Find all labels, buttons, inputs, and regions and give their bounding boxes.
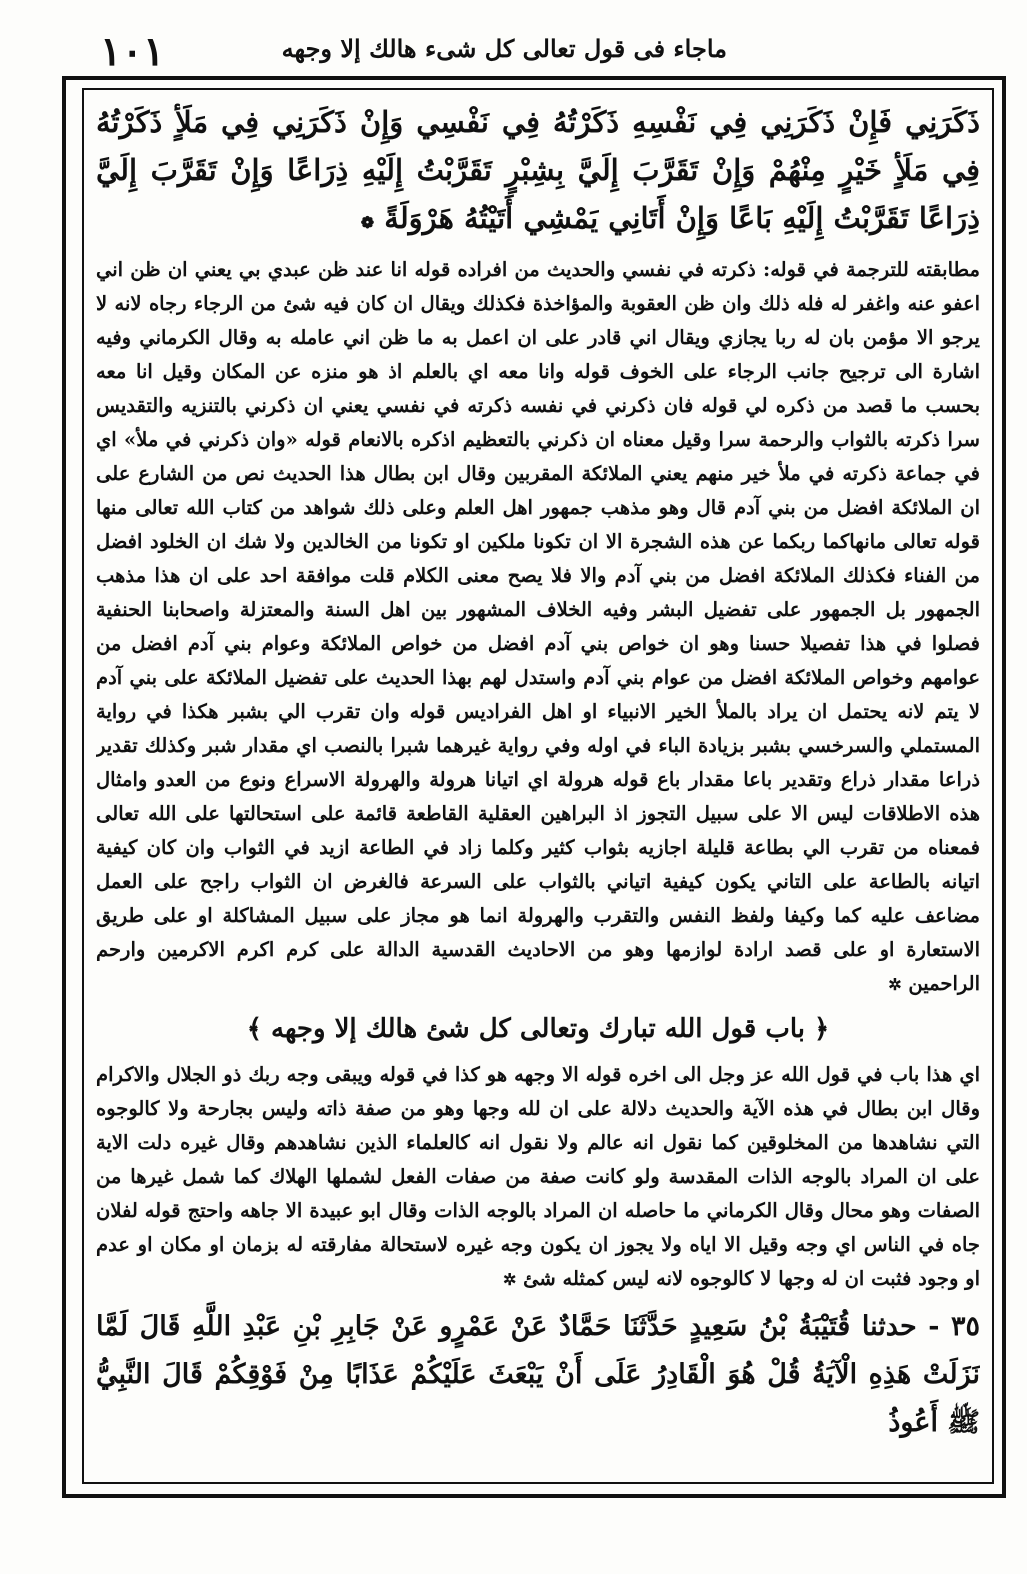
commentary-lead: مطابقته للترجمة في قوله: — [763, 258, 980, 281]
hadith-number: ٣٥ - — [928, 1311, 980, 1342]
hadith-top-content: ذَكَرَنِي فَإِنْ ذَكَرَنِي فِي نَفْسِهِ ذَكَرْتُهُ فِي نَفْسِي وَإِنْ ذَكَرَنِي فِي مَلَأٍ ذَكَرْتُهُ فِي مَلَأٍ خَيْرٍ مِنْهُمْ وَإِنْ تَقَرَّبَ إِلَيَّ بِشِبْرٍ تَقَرَّبْتُ إِلَيْهِ ذِرَاعًا وَإِنْ تَقَرَّبَ إِلَيَّ ذِرَاعًا تَقَرَّبْتُ إِلَيْهِ بَاعًا وَإِنْ أَتَانِي يَمْشِي أَتَيْتُهُ هَرْوَلَةً — [96, 105, 980, 235]
end-mark: ❁ — [360, 213, 375, 232]
commentary-paragraph-2 — [96, 1058, 980, 1297]
hadith-text-bottom — [96, 1303, 980, 1447]
running-title: ماجاء فى قول تعالى كل شىء هالك إلا وجهه — [281, 34, 727, 63]
commentary-1-text: ذكرته في نفسي والحديث من افراده قوله انا عند ظن عبدي بي يعني ان ظن اني اعفو عنه واغفر له فله ذلك وان ظن العقوبة والمؤاخذة فكذلك ويقال ان كان فيه شئ من الرجاء رجاه لانه لا يرجو الا مؤمن بان له ربا يجازي ويقال اني قادر على ان اعمل به ما ظن اني عامله به وقال الكرماني وفيه اشارة الى ترجيح جانب الرجاء على الخوف قوله وانا معه اي بالعلم اذ هو منزه عن المكان وقيل انا معه بحسب ما قصد من ذكره لي قوله فان ذكرني في نفسه ذكرته في نفسي يعني ان ذكرني بالتنزيه والتقديس سرا ذكرته بالثواب والرحمة سرا وقيل معناه ان ذكرني بالتعظيم اذكره بالانعام قوله «وان ذكرني في ملأ» اي في جماعة ذكرته في ملأ خير منهم يعني الملائكة المقربين وقال ابن بطال هذا الحديث نص من الشارع على ان الملائكة افضل من بني آدم قال وهو مذهب جمهور اهل العلم وعلى ذلك شواهد من كتاب الله تعالى منها قوله تعالى مانهاكما ربكما عن هذه الشجرة الا ان تكونا ملكين او تكونا من الخالدين ولا شك ان الخلود افضل من الفناء فكذلك الملائكة افضل من بني آدم والا فلا يصح معنى الكلام قلت موافقة احد على ان هذا مذهب الجمهور بل الجمهور على تفضيل البشر وفيه الخلاف المشهور بين اهل السنة والمعتزلة واصحابنا الحنفية فصلوا في هذا تفصيلا حسنا وهو ان خواص بني آدم افضل من خواص الملائكة وعوام بني آدم افضل من عوامهم وخواص الملائكة افضل من عوام بني آدم واستدل لهم بهذا الحديث على تفضيل الملائكة على بني آدم لا يتم لانه يحتمل ان يراد بالملأ الخير الانبياء او اهل الفراديس قوله وان تقرب الي بشبر هكذا في رواية المستملي والسرخسي بشبر بزيادة الباء في اوله وفي رواية غيرهما شبرا بالنصب اي مقدار شبر وكذلك تقدير ذراعا مقدار ذراع وتقدير باعا مقدار باع قوله هرولة اي اتيانا هرولة والهرولة الاسراع ونوع من العدو وامثال هذه الاطلاقات ليس الا على سبيل التجوز اذ البراهين العقلية القاطعة قائمة على استحالتها على الله تعالى فمعناه من تقرب الي بطاعة قليلة اجازيه بثواب كثير وكلما زاد في الطاعة ازيد في الثواب وان كان كيفية اتيانه بالطاعة على التاني يكون كيفية اتياني بالثواب على السرعة فالغرض ان الثواب راجح على العمل مضاعف عليه كما وكيفا ولفظ النفس والتقرب والهرولة انما هو مجاز على سبيل المشاكلة او على طريق الاستعارة او على قصد ارادة لوازمها وهو من الاحاديث القدسية الدالة على كرم اكرم الاكرمين وارحم الراحمين — [96, 258, 980, 995]
hadith-text-top — [96, 98, 980, 247]
page-header — [60, 28, 967, 75]
commentary-2-text: اي هذا باب في قول الله عز وجل الى اخره قوله الا وجهه هو كذا في قوله ويبقى وجه ربك ذو الجلال والاكرام وقال ابن بطال في هذه الآية والحديث دلالة على ان لله وجها وهو من صفة ذاته وليس بجارحة ولا كالوجوه التي نشاهدها من المخلوقين كما نقول انه عالم ولا نقول انه كالعلماء الذين نشاهدهم وقال غيره دلت الاية على ان المراد بالوجه الذات المقدسة ولو كانت صفة من صفات الفعل لشملها الهلاك كما شمل غيرها من الصفات وهو محال وقال الكرماني ما حاصله ان المراد بالوجه الذات وقال ابو عبيدة الا جاهه واحتج قوله لفلان جاه في الناس اي وجه وقيل الا اياه ولا يجوز ان يكون وجه غيره لاستحالة مفارقته له بزمان او مكان او عدم او وجود فثبت ان له وجها لا كالوجوه لانه ليس كمثله شئ — [96, 1063, 980, 1290]
section-title-text: باب قول الله تبارك وتعالى كل شئ هالك إلا وجهه — [271, 1014, 805, 1044]
page-body — [96, 98, 980, 1474]
section-title: ﴿ باب قول الله تبارك وتعالى كل شئ هالك إلا وجهه ﴾ — [246, 1014, 830, 1044]
commentary-paragraph-1 — [96, 253, 980, 1002]
end-mark: ✲ — [888, 975, 902, 994]
page-number: ١٠١ — [100, 28, 165, 75]
end-mark: ✲ — [502, 1270, 517, 1289]
hadith-bottom-text: حدثنا قُتَيْبَةُ بْنُ سَعِيدٍ حَدَّثَنَا حَمَّادٌ عَنْ عَمْرٍو عَنْ جَابِرِ بْنِ عَبْدِ اللَّهِ قَالَ لَمَّا نَزَلَتْ هَذِهِ الْآيَةُ قُلْ هُوَ الْقَادِرُ عَلَى أَنْ يَبْعَثَ عَلَيْكُمْ عَذَابًا مِنْ فَوْقِكُمْ قَالَ النَّبِيُّ ﷺ أَعُوذُ — [96, 1311, 980, 1438]
